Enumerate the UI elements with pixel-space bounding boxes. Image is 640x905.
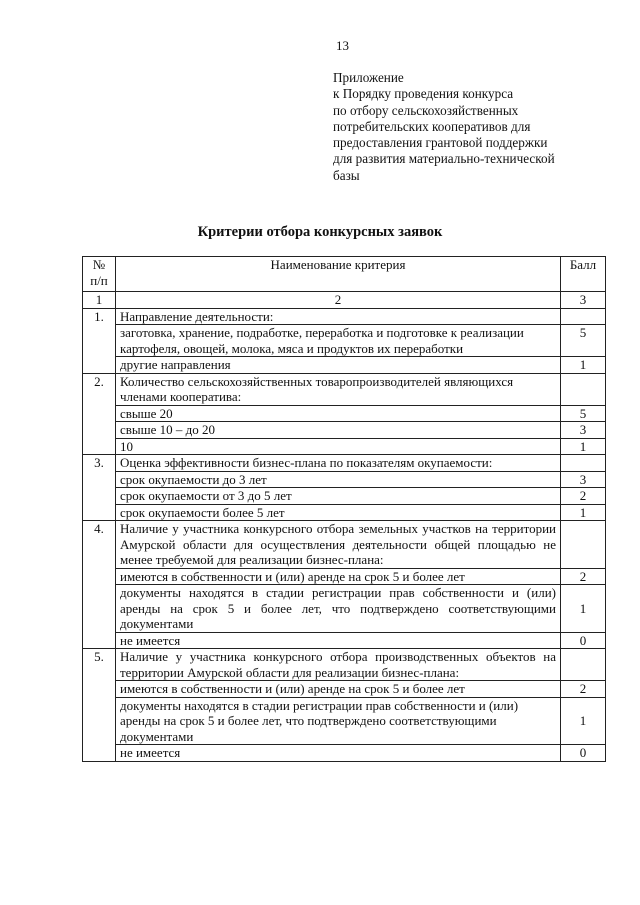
appendix-line: Приложение bbox=[333, 70, 404, 85]
table-row bbox=[83, 373, 606, 405]
section-number: 1. bbox=[83, 308, 116, 373]
criterion-text: другие направления bbox=[116, 357, 561, 374]
criterion-text: не имеется bbox=[116, 632, 561, 649]
table-row bbox=[83, 471, 606, 488]
criterion-text: свыше 20 bbox=[116, 405, 561, 422]
document-title: Критерии отбора конкурсных заявок bbox=[197, 224, 443, 240]
table-row bbox=[83, 504, 606, 521]
table-row bbox=[83, 585, 606, 633]
table-header-row bbox=[83, 257, 606, 292]
criterion-text: свыше 10 – до 20 bbox=[116, 422, 561, 439]
score-cell bbox=[561, 373, 606, 405]
appendix-note bbox=[333, 70, 555, 184]
score-cell bbox=[561, 308, 606, 325]
score-cell: 5 bbox=[561, 405, 606, 422]
score-cell bbox=[561, 649, 606, 681]
criterion-text: срок окупаемости от 3 до 5 лет bbox=[116, 488, 561, 505]
score-cell bbox=[561, 521, 606, 569]
table-row bbox=[83, 357, 606, 374]
score-cell: 1 bbox=[561, 357, 606, 374]
table-row bbox=[83, 488, 606, 505]
criterion-text: имеются в собственности и (или) аренде на срок 5 и более лет bbox=[116, 568, 561, 585]
criterion-text: не имеется bbox=[116, 745, 561, 762]
page-number: 13 bbox=[336, 38, 349, 53]
score-cell: 1 bbox=[561, 504, 606, 521]
table-row bbox=[83, 745, 606, 762]
col-number: 1 bbox=[83, 292, 116, 309]
table-row bbox=[83, 438, 606, 455]
table-row bbox=[83, 455, 606, 472]
appendix-line: предоставления грантовой поддержки bbox=[333, 135, 548, 151]
table-row bbox=[83, 632, 606, 649]
table-row bbox=[83, 568, 606, 585]
appendix-line: к Порядку проведения конкурса bbox=[333, 86, 514, 102]
appendix-line: базы bbox=[333, 167, 360, 183]
section-label: Наличие у участника конкурсного отбора земельных участков на территории Амурской области для осуществления деятельности общей площадью не менее требуемой для реализации бизнес-плана: bbox=[116, 521, 561, 569]
section-number: 3. bbox=[83, 455, 116, 521]
section-number: 2. bbox=[83, 373, 116, 455]
score-cell: 2 bbox=[561, 488, 606, 505]
section-label: Оценка эффективности бизнес-плана по показателям окупаемости: bbox=[116, 455, 561, 472]
section-label: Наличие у участника конкурсного отбора производственных объектов на территории Амурской области для реализации бизнес-плана: bbox=[116, 649, 561, 681]
section-number: 5. bbox=[83, 649, 116, 762]
header-name: Наименование критерия bbox=[116, 257, 561, 292]
score-cell: 0 bbox=[561, 745, 606, 762]
table-row bbox=[83, 422, 606, 439]
criterion-text: документы находятся в стадии регистрации прав собственности и (или) аренды на срок 5 и более лет, что подтверждено соответствующими документами bbox=[116, 585, 561, 633]
criteria-table bbox=[82, 256, 606, 762]
criterion-text: документы находятся в стадии регистрации прав собственности и (или) аренды на срок 5 и более лет, что подтверждено соответствующими документами bbox=[116, 697, 561, 745]
score-cell: 3 bbox=[561, 471, 606, 488]
appendix-line: по отбору сельскохозяйственных bbox=[333, 102, 519, 118]
appendix-line: потребительских кооперативов для bbox=[333, 118, 531, 134]
score-cell: 3 bbox=[561, 422, 606, 439]
score-cell bbox=[561, 455, 606, 472]
score-cell: 2 bbox=[561, 568, 606, 585]
criterion-text: заготовка, хранение, подработке, переработка и подготовке к реализации картофеля, овощей, молока, мяса и продуктов их переработки bbox=[116, 325, 561, 357]
score-cell: 5 bbox=[561, 325, 606, 357]
criterion-text: срок окупаемости до 3 лет bbox=[116, 471, 561, 488]
score-cell: 2 bbox=[561, 681, 606, 698]
table-row bbox=[83, 308, 606, 325]
appendix-line: для развития материально-технической bbox=[333, 151, 555, 167]
header-score: Балл bbox=[561, 257, 606, 292]
score-cell: 0 bbox=[561, 632, 606, 649]
table-row bbox=[83, 649, 606, 681]
criterion-text: 10 bbox=[116, 438, 561, 455]
col-number: 3 bbox=[561, 292, 606, 309]
score-cell: 1 bbox=[561, 438, 606, 455]
section-label: Направление деятельности: bbox=[116, 308, 561, 325]
table-row bbox=[83, 681, 606, 698]
table-row bbox=[83, 325, 606, 357]
criterion-text: срок окупаемости более 5 лет bbox=[116, 504, 561, 521]
table-row bbox=[83, 405, 606, 422]
header-num: № п/п bbox=[83, 257, 116, 292]
score-cell: 1 bbox=[561, 697, 606, 745]
criterion-text: имеются в собственности и (или) аренде на срок 5 и более лет bbox=[116, 681, 561, 698]
table-row bbox=[83, 697, 606, 745]
section-number: 4. bbox=[83, 521, 116, 649]
col-number: 2 bbox=[116, 292, 561, 309]
score-cell: 1 bbox=[561, 585, 606, 633]
column-numbering-row bbox=[83, 292, 606, 309]
section-label: Количество сельскохозяйственных товаропроизводителей являющихся членами кооператива: bbox=[116, 373, 561, 405]
table-row bbox=[83, 521, 606, 569]
